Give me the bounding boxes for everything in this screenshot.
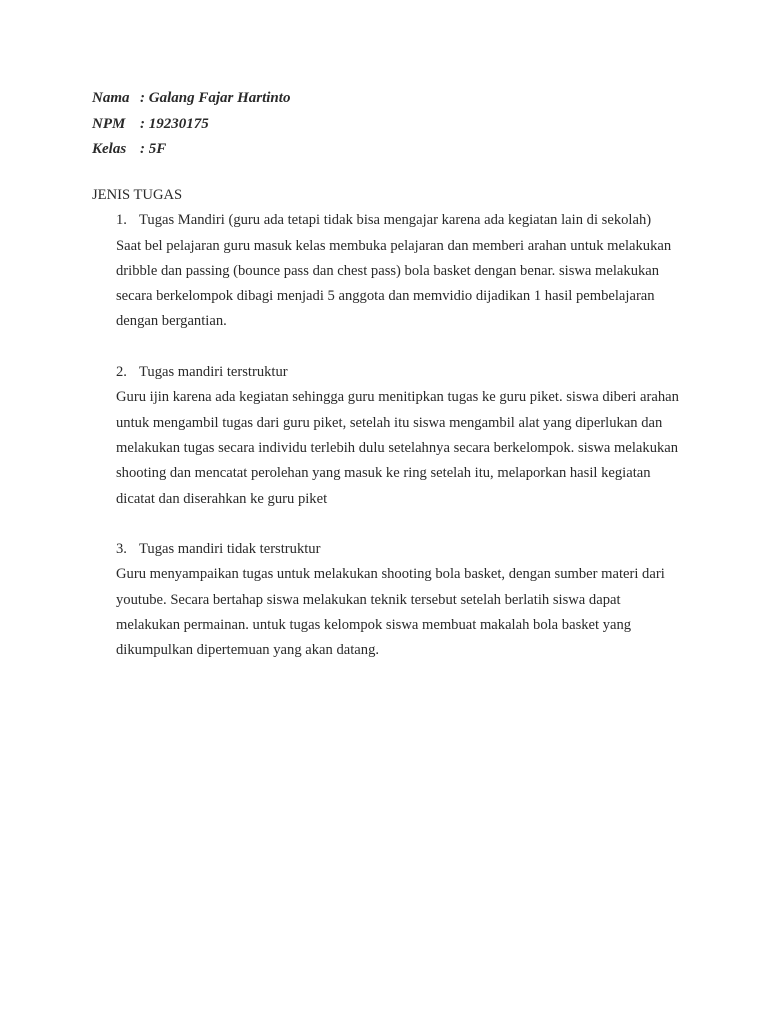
npm-label: NPM <box>92 115 126 132</box>
class-row <box>92 137 290 163</box>
npm-row <box>92 112 290 138</box>
task-title: Tugas mandiri terstruktur <box>139 364 288 381</box>
task-item <box>92 208 682 334</box>
task-item <box>92 537 682 663</box>
section-title: JENIS TUGAS <box>92 187 183 203</box>
name-value: : Galang Fajar Hartinto <box>140 90 291 106</box>
task-number: 3. <box>116 541 127 558</box>
task-description: Guru menyampaikan tugas untuk melakukan shooting bola basket, dengan sumber materi dari youtube. Secara bertahap siswa melakukan teknik tersebut setelah berlatih siswa dapat melakukan permainan. untuk tugas kelompok siswa membuat makalah bola basket yang dikumpulkan dipertemuan yang akan datang. <box>116 566 665 659</box>
task-description: Guru ijin karena ada kegiatan sehingga guru menitipkan tugas ke guru piket. siswa diberi arahan untuk mengambil tugas dari guru piket, setelah itu siswa mengambil alat yang diperlukan dan melakukan tugas secara individu terlebih dulu setelahnya secara berkelompok. siswa melakukan shooting dan mencatat perolehan yang masuk ke ring setelah itu, melaporkan hasil kegiatan dicatat dan diserahkan ke guru piket <box>116 389 679 507</box>
student-info <box>92 86 290 163</box>
spacer <box>92 512 682 537</box>
task-title: Tugas mandiri tidak terstruktur <box>139 541 321 558</box>
name-label: Nama <box>92 90 130 106</box>
task-heading <box>92 537 682 562</box>
task-number: 2. <box>116 364 127 381</box>
class-value: : 5F <box>140 141 167 157</box>
spacer <box>92 335 682 360</box>
name-row <box>92 86 290 112</box>
task-heading <box>92 360 682 385</box>
document-content <box>92 183 682 664</box>
task-title: Tugas Mandiri (guru ada tetapi tidak bisa mengajar karena ada kegiatan lain di sekolah) <box>139 212 652 229</box>
npm-value: : 19230175 <box>140 115 209 132</box>
task-item <box>92 360 682 512</box>
class-label: Kelas <box>92 141 127 157</box>
task-description: Saat bel pelajaran guru masuk kelas membuka pelajaran dan memberi arahan untuk melakukan dribble dan passing (bounce pass dan chest pass) bola basket dengan benar. siswa melakukan secara berkelompok dibagi menjadi 5 anggota dan memvidio dijadikan 1 hasil pembelajaran dengan bergantian. <box>116 237 672 330</box>
task-number: 1. <box>116 212 127 229</box>
task-heading <box>92 208 682 233</box>
